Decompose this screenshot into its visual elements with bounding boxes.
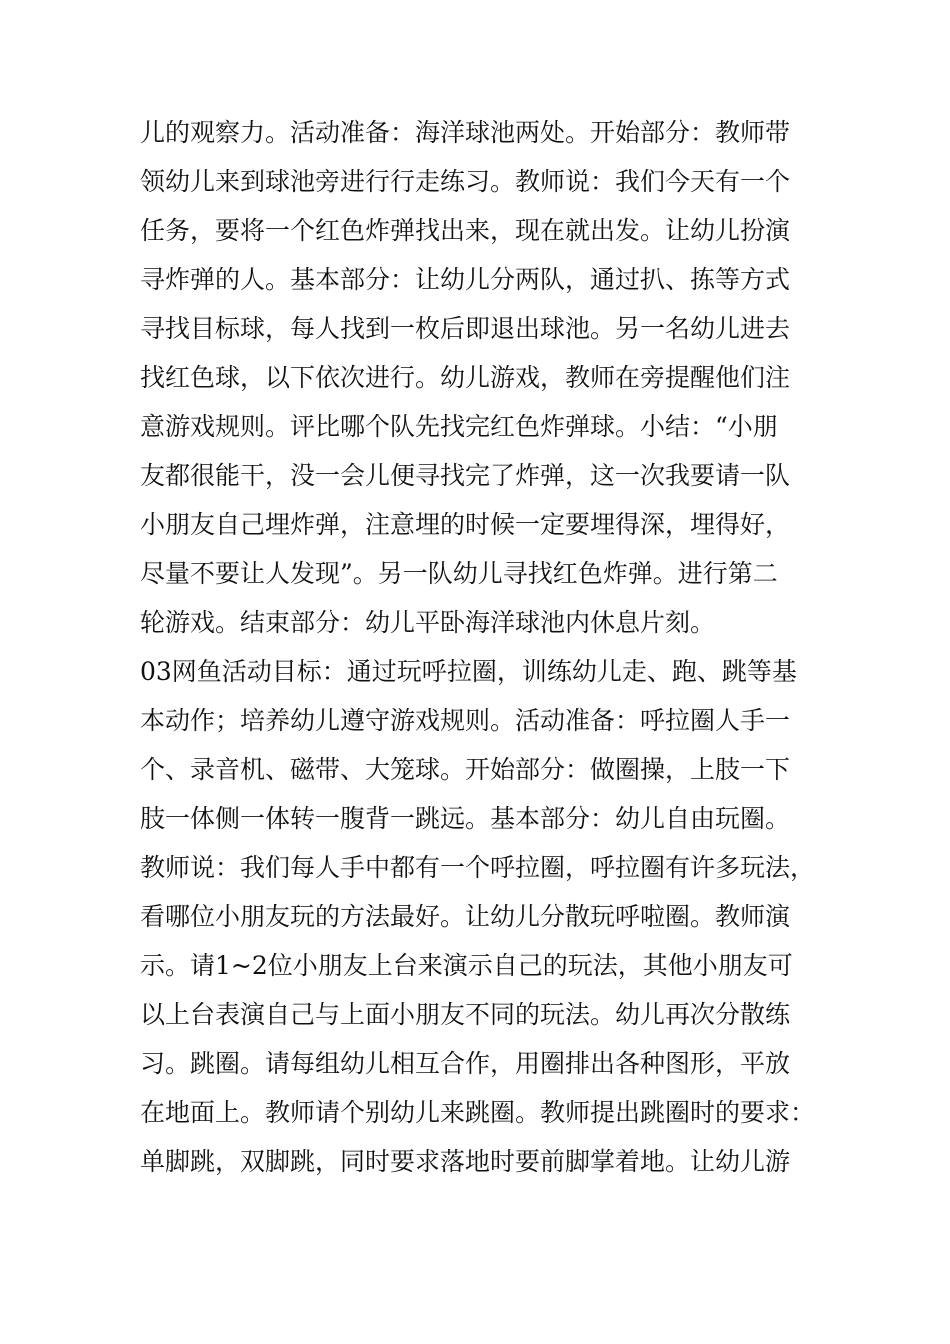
text-line: 教师说：我们每人手中都有一个呼拉圈，呼拉圈有许多玩法， xyxy=(140,853,816,882)
text-line: 轮游戏。结束部分：幼儿平卧海洋球池内休息片刻。 xyxy=(140,608,716,637)
text-line: 在地面上。教师请个别幼儿来跳圈。教师提出跳圈时的要求： xyxy=(140,1098,816,1127)
text-line: 看哪位小朋友玩的方法最好。让幼儿分散玩呼啦圈。教师演 xyxy=(140,902,791,931)
text-line: 个、录音机、磁带、大笼球。开始部分：做圈操，上肢一下 xyxy=(140,755,791,784)
text-line: 以上台表演自己与上面小朋友不同的玩法。幼儿再次分散练 xyxy=(140,1000,791,1029)
text-line: 尽量不要让人发现”。另一队幼儿寻找红色炸弹。进行第二 xyxy=(140,559,778,588)
text-line: 寻找目标球，每人找到一枚后即退出球池。另一名幼儿进去 xyxy=(140,314,791,343)
text-line: 领幼儿来到球池旁进行行走练习。教师说：我们今天有一个 xyxy=(140,167,791,196)
text-line: 意游戏规则。评比哪个队先找完红色炸弹球。小结：“小朋 xyxy=(140,412,778,441)
text-line: 寻炸弹的人。基本部分：让幼儿分两队，通过扒、拣等方式 xyxy=(140,265,791,294)
text-line: 儿的观察力。活动准备：海洋球池两处。开始部分：教师带 xyxy=(140,118,791,147)
text-line: 习。跳圈。请每组幼儿相互合作，用圈排出各种图形，平放 xyxy=(140,1049,791,1078)
section-heading-line: 03网鱼活动目标：通过玩呼拉圈，训练幼儿走、跑、跳等基 xyxy=(140,657,797,686)
text-line: 本动作；培养幼儿遵守游戏规则。活动准备：呼拉圈人手一 xyxy=(140,706,791,735)
text-line: 小朋友自己埋炸弹，注意埋的时候一定要埋得深，埋得好， xyxy=(140,510,791,539)
text-line: 示。请1~2位小朋友上台来演示自己的玩法，其他小朋友可 xyxy=(140,951,793,980)
text-line: 肢一体侧一体转一腹背一跳远。基本部分：幼儿自由玩圈。 xyxy=(140,804,791,833)
text-line: 友都很能干，没一会儿便寻找完了炸弹，这一次我要请一队 xyxy=(140,461,791,490)
text-line: 单脚跳，双脚跳，同时要求落地时要前脚掌着地。让幼儿游 xyxy=(140,1147,791,1176)
text-line: 任务，要将一个红色炸弹找出来，现在就出发。让幼儿扮演 xyxy=(140,216,791,245)
body-text xyxy=(140,108,820,1186)
text-line: 找红色球，以下依次进行。幼儿游戏，教师在旁提醒他们注 xyxy=(140,363,791,392)
